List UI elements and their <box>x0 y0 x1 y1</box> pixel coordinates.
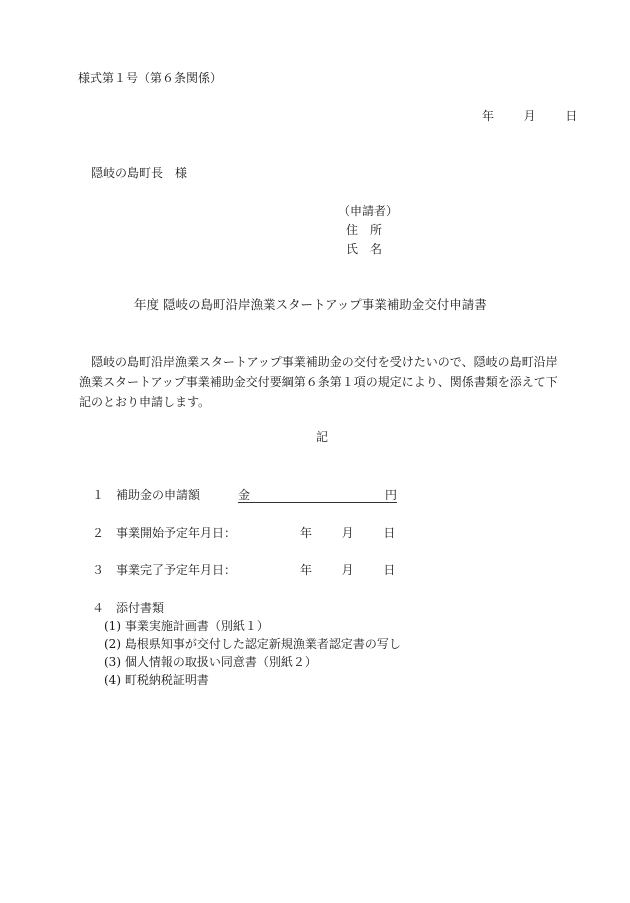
item-label: 事業開始予定年月日： <box>116 526 237 540</box>
attachment-item: (3) 個人情報の取扱い同意書（別紙２） <box>104 655 317 669</box>
day-label: 日 <box>383 526 396 540</box>
end-date-field[interactable] <box>300 562 395 578</box>
body-line: 記のとおり申請します。 <box>79 395 211 409</box>
item-number: ２ <box>92 526 105 540</box>
year-label: 年 <box>300 563 313 577</box>
item-label: 補助金の申請額 <box>116 488 201 502</box>
year-label: 年 <box>300 526 313 540</box>
submission-date <box>482 108 577 124</box>
amount-prefix: 金 <box>238 488 251 502</box>
attachment-item: (1) 事業実施計画書（別紙１） <box>104 619 269 633</box>
document-title: 年度 隠岐の島町沿岸漁業スタートアップ事業補助金交付申請書 <box>134 297 487 312</box>
item-number: ４ <box>92 601 105 615</box>
date-month-label: 月 <box>523 109 536 123</box>
date-year-label: 年 <box>482 109 495 123</box>
start-date-field[interactable] <box>300 525 395 541</box>
item-number: １ <box>92 488 105 502</box>
item-subsidy-amount <box>92 487 200 503</box>
body-line: 隠岐の島町沿岸漁業スタートアップ事業補助金の交付を受けたいので、隠岐の島町沿岸 <box>79 355 558 369</box>
attachment-item: (2) 島根県知事が交付した認定新規漁業者認定書の写し <box>104 637 401 651</box>
body-line: 漁業スタートアップ事業補助金交付要綱第６条第１項の規定により、関係書類を添えて下 <box>79 375 558 389</box>
applicant-heading: （申請者） <box>338 204 399 218</box>
day-label: 日 <box>383 563 396 577</box>
amount-suffix: 円 <box>384 488 397 502</box>
attachment-item: (4) 町税納税証明書 <box>104 673 209 687</box>
date-day-label: 日 <box>565 109 578 123</box>
item-label: 添付書類 <box>116 601 165 615</box>
month-label: 月 <box>341 526 354 540</box>
month-label: 月 <box>341 563 354 577</box>
item-end-date <box>92 562 236 578</box>
item-start-date <box>92 525 236 541</box>
applicant-address-label: 住 所 <box>346 223 383 237</box>
form-number: 様式第１号（第６条関係） <box>78 71 223 85</box>
item-label: 事業完了予定年月日： <box>116 563 237 577</box>
addressee: 隠岐の島町長 様 <box>91 166 188 180</box>
subsidy-amount-field[interactable] <box>238 487 397 503</box>
attachment-list <box>104 617 401 689</box>
applicant-name-label: 氏 名 <box>346 242 383 256</box>
item-attachments <box>92 600 164 616</box>
item-number: ３ <box>92 563 105 577</box>
body-paragraph <box>79 352 574 412</box>
ki-heading: 記 <box>316 430 329 444</box>
